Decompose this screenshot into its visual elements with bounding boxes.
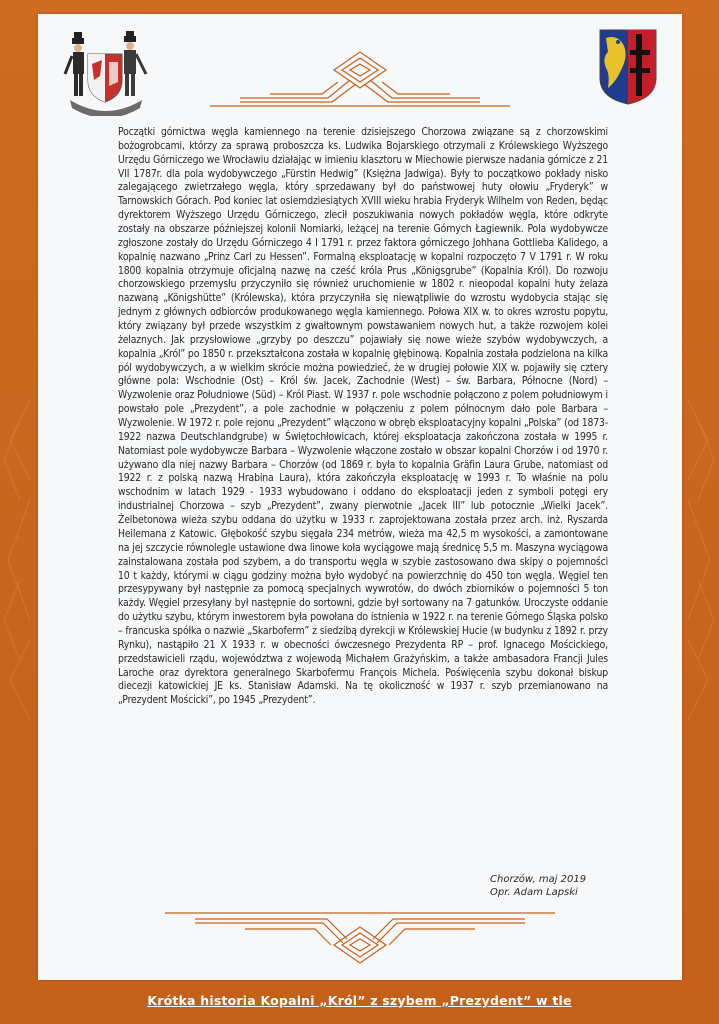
author: Opr. Adam Lapski	[490, 887, 578, 898]
signature-block	[490, 873, 610, 899]
place-date: Chorzów, maj 2019	[490, 874, 587, 885]
top-ornament	[210, 48, 510, 108]
chorzow-coat-of-arms-icon	[60, 30, 152, 116]
left-frame-ornament	[0, 380, 36, 740]
caption-title: Krótka historia Kopalni „Król” z szybem „Prezydent” w tle	[147, 993, 572, 1008]
silesian-coat-of-arms-icon	[598, 28, 658, 106]
bottom-ornament	[165, 905, 555, 967]
right-frame-ornament	[684, 380, 719, 740]
history-text: Początki górnictwa węgla kamiennego na terenie dzisiejszego Chorzowa związane są z chorzowskimi bożogrobcami, którzy za sprawą proboszcza ks. Ludwika Bojarskiego otrzymali z Królewskiego Wyższego Urzędu Górniczego we Wrocławiu działając w imieniu klasztoru w Miechowie pierwsze nadania górnicze z 21 VII 1787r. dla pola wydobywczego „Fürstin Hedwig” (Księżna Jadwiga). Były to początkowo pokłady nisko zalegającego zwietrzałego węgla, który sprzedawany był do państwowej huty ołowiu „Fryderyk” w Tarnowskich Górach. Pod koniec lat osiemdziesiątych XVIII wieku hrabia Fryderyk Wilhelm von Reden, będąc dyrektorem Wyższego Urzędu Górniczego, zlecił poszukiwania nowych pokładów węgla, które odkryte zostały na obszarze późniejszej kolonii Nomiarki, leżącej na terenie Górnych Łagiewnik. Pola wydobywcze zgłoszone zostały do Urzędu Górniczego 4 I 1791 r. przez faktora górniczego Johhana Gottlieba Kalidego, a kopalnię nazwano „Prinz Carl zu Hessen”. Formalną eksploatację w kopalni rozpoczęto 7 V 1791 r. W roku 1800 kopalnia otrzymuje oficjalną nazwę na cześć króla Prus „Königsgrube” (Kopalnia Król). Do rozwoju chorzowskiego przemysłu przyczyniło się również uruchomienie w 1802 r. nieopodal kopalni huty żelaza nazwaną „Königshütte” (Królewska), która przyczyniła się niewątpliwie do wzrostu wydobycia stając się jednym z głównych odbiorców produkowanego węgla kamiennego. Połowa XIX w. to okres wzrostu popytu, który związany był przede wszystkim z gwałtownym powstawaniem nowych hut, a także rozwojem kolei żelaznych. Jak przysłowiowe „grzyby po deszczu” pojawiały się nowe wieże szybów wydobywczych, a kopalnia „Król” po 1850 r. przekształcona została w kopalnię głębinową. Kopalnia została podzielona na kilka pól wydobywczych, a w wielkim skrócie można powiedzieć, że w drugiej połowie XIX w. pojawiły się cztery główne pola: Wschodnie (Ost) – Król św. Jacek, Zachodnie (West) – św. Barbara, Północne (Nord) – Wyzwolenie oraz Południowe (Süd) – Król Piast. W 1937 r. pole wschodnie połączono z polem południowym i powstało pole „Prezydent”, a pole zachodnie w połączeniu z polem północnym dało pole Barbara – Wyzwolenie. W 1972 r. pole rejonu „Prezydent” włączono w obręb eksploatacyjny kopalni „Polska” (od 1873-1922 nazwa Deutschlandgrube) w Świętochłowicach, której eksploatacja zakończona została w 1995 r. Natomiast pole wydobywcze Barbara – Wyzwolenie włączone zostało w obszar kopalni Chorzów i od 1970 r. używano dla niej nazwy Barbara – Chorzów (od 1869 r. była to kopalnia Gräfin Laura Grube, natomiast od 1922 r. z polską nazwą Hrabina Laura), która zakończyła eksploatację w 1993 r. To właśnie na polu wschodnim w latach 1929 - 1933 wybudowano i oddano do eksploatacji jeden z symboli potęgi ery industrialnej Chorzowa – szyb „Prezydent”, zwany pierwotnie „Jacek III” lub potocznie „Wielki Jacek”. Żelbetonowa wieża szybu oddana do użytku w 1933 r. zaprojektowana została przez arch. inż. Ryszarda Heilemana z Katowic. Głębokość szybu sięgała 234 metrów, wieża ma 42,5 m wysokości, a zamontowane na jej szczycie równolegle ustawione dwa linowe koła wyciągowe mają średnicę 5,5 m. Maszyna wyciągowa zainstalowana została pod szybem, a do transportu węgla w szybie zastosowano dwa skipy o pojemności 10 t każdy, którymi w ciągu godziny można było wydobyć na powierzchnię do 450 ton węgla. Węgiel ten przesypywany był następnie za pomocą specjalnych wywrotów, do dwóch zbiorników o pojemności 5 ton każdy. Węgiel przesyłany był następnie do sortowni, gdzie był sortowany na 7 gatunków. Uroczyste oddanie do użytku szybu, którym inwestorem była powołana do istnienia w 1922 r. na terenie Górnego Śląska polsko – francuska spółka o nazwie „Skarboferm” z siedzibą dyrekcji w Królewskiej Hucie (w budynku z 1892 r. przy Rynku), nastąpiło 21 X 1933 r. w obecności ówczesnego Prezydenta RP – prof. Ignacego Mościckiego, przedstawicieli rządu, województwa z wojewodą Michałem Grażyńskim, a także ambasadora Francji Jules Laroche oraz dyrektora generalnego Skarbofermu François Michela. Poświęcenia szybu dokonał biskup diecezji katowickiej JE ks. Stanisław Adamski. Na tę okoliczność w 1937 r. szyb przemianowano na „Prezydent Mościcki”, po 1945 „Prezydent”.	[118, 126, 608, 707]
